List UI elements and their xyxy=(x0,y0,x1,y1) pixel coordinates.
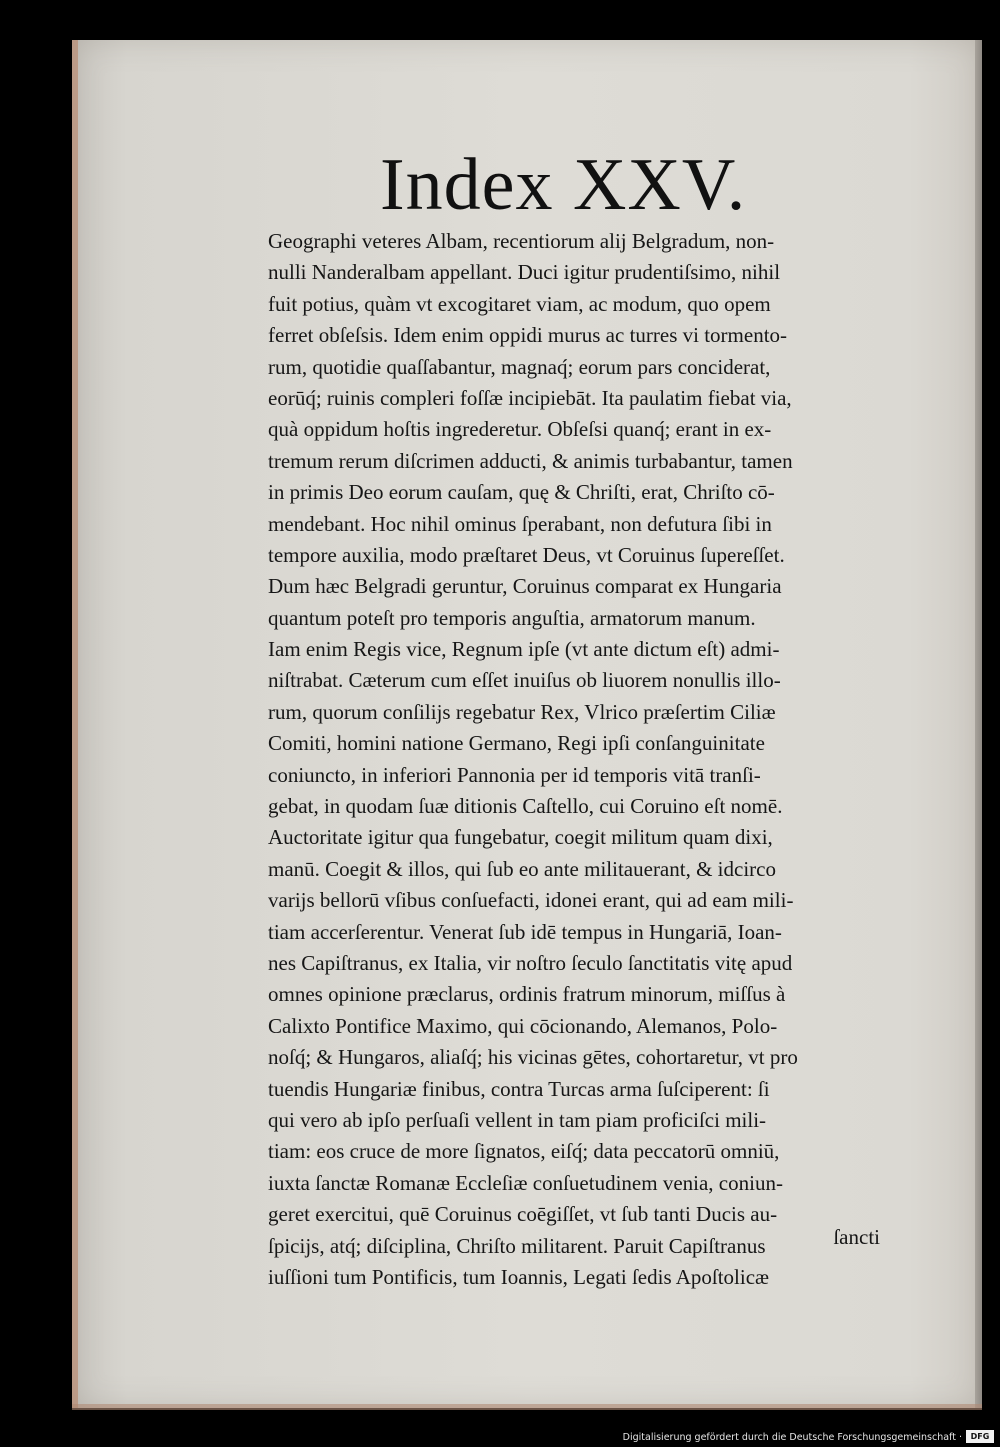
text-line: Comiti, homini natione Germano, Regi ipſi conſanguinitate xyxy=(268,731,765,756)
text-line: varijs bellorū vſibus conſuefacti, idonei erant, qui ad eam mili- xyxy=(268,888,794,913)
page-left-edge xyxy=(72,40,78,1408)
funding-notice: Digitalisierung gefördert durch die Deutsche Forschungsgemeinschaft · xyxy=(622,1432,962,1443)
text-line: manū. Coegit & illos, qui ſub eo ante militauerant, & idcirco xyxy=(268,856,776,881)
text-line: tempore auxilia, modo præſtaret Deus, vt Coruinus ſupereſſet. xyxy=(268,542,785,567)
text-line: iuxta ſanctæ Romanæ Eccleſiæ conſuetudinem venia, coniun- xyxy=(268,1170,783,1195)
text-line: tiam accerſerentur. Venerat ſub idē tempus in Hungariā, Ioan- xyxy=(268,919,782,944)
text-line: gebat, in quodam ſuæ ditionis Caſtello, cui Coruino eſt nomē. xyxy=(268,794,783,819)
text-line: omnes opinione præclarus, ordinis fratrum minorum, miſſus à xyxy=(268,982,786,1007)
dfg-logo: DFG xyxy=(966,1430,994,1443)
catchword: ſancti xyxy=(833,1225,880,1249)
text-line: mendebant. Hoc nihil ominus ſperabant, non defutura ſibi in xyxy=(268,511,772,536)
text-line: Dum hæc Belgradi geruntur, Coruinus comparat ex Hungaria xyxy=(268,574,782,599)
text-line: nes Capiſtranus, ex Italia, vir noſtro ſeculo ſanctitatis vitę apud xyxy=(268,950,793,975)
text-line: noſq́; & Hungaros, aliaſq́; his vicinas gētes, cohortaretur, vt pro xyxy=(268,1045,798,1070)
text-line: tuendis Hungariæ finibus, contra Turcas arma ſuſciperent: ſi xyxy=(268,1076,770,1101)
text-line: quantum poteſt pro temporis anguſtia, armatorum manum. xyxy=(268,605,756,630)
page-bottom-edge xyxy=(72,1404,982,1410)
text-line: Calixto Pontifice Maximo, qui cōcionando, Alemanos, Polo- xyxy=(268,1013,778,1038)
text-line: Iam enim Regis vice, Regnum ipſe (vt ante dictum eſt) admi- xyxy=(268,637,780,662)
text-line: fuit potius, quàm vt excogitaret viam, ac modum, quo opem xyxy=(268,291,771,316)
text-line: nulli Nanderalbam appellant. Duci igitur prudentiſsimo, nihil xyxy=(268,260,781,285)
text-line: coniuncto, in inferiori Pannonia per id temporis vitā tranſi- xyxy=(268,762,761,787)
text-line: tremum rerum diſcrimen adducti, & animis turbabantur, tamen xyxy=(268,448,793,473)
page-title: Index XXV. xyxy=(380,144,747,226)
text-line: rum, quorum conſilijs regebatur Rex, Vlrico præſertim Ciliæ xyxy=(268,699,776,724)
text-line: Auctoritate igitur qua fungebatur, coegit militum quam dixi, xyxy=(268,825,773,850)
page-right-edge xyxy=(975,40,982,1408)
text-line: Geographi veteres Albam, recentiorum alij Belgradum, non- xyxy=(268,229,775,253)
text-line: in primis Deo eorum cauſam, quę & Chriſti, erat, Chriſto cō- xyxy=(268,480,775,505)
body-text xyxy=(268,226,888,1293)
text-line: niſtrabat. Cæterum cum eſſet inuiſus ob liuorem nonullis illo- xyxy=(268,668,781,693)
text-line: iuſſioni tum Pontificis, tum Ioannis, Legati ſedis Apoſtolicæ xyxy=(268,1264,770,1289)
text-line: rum, quotidie quaſſabantur, magnaq́; eorum pars conciderat, xyxy=(268,354,771,379)
text-line: tiam: eos cruce de more ſignatos, eiſq́; data peccatorū omniū, xyxy=(268,1139,780,1164)
text-line: quà oppidum hoſtis ingrederetur. Obſeſsi quanq́; erant in ex- xyxy=(268,417,772,442)
text-line: ſpicijs, atq́; diſciplina, Chriſto militarent. Paruit Capiſtranus xyxy=(268,1233,766,1258)
text-line: qui vero ab ipſo perſuaſi vellent in tam piam proficiſci mili- xyxy=(268,1107,767,1132)
text-line: ferret obſeſsis. Idem enim oppidi murus ac turres vi tormento- xyxy=(268,323,788,348)
text-line: geret exercitui, quē Coruinus coēgiſſet, vt ſub tanti Ducis au- xyxy=(268,1202,778,1227)
text-line: eorūq́; ruinis compleri foſſæ incipiebāt. Ita paulatim fiebat via, xyxy=(268,385,792,410)
footer-bar xyxy=(0,1427,1000,1447)
